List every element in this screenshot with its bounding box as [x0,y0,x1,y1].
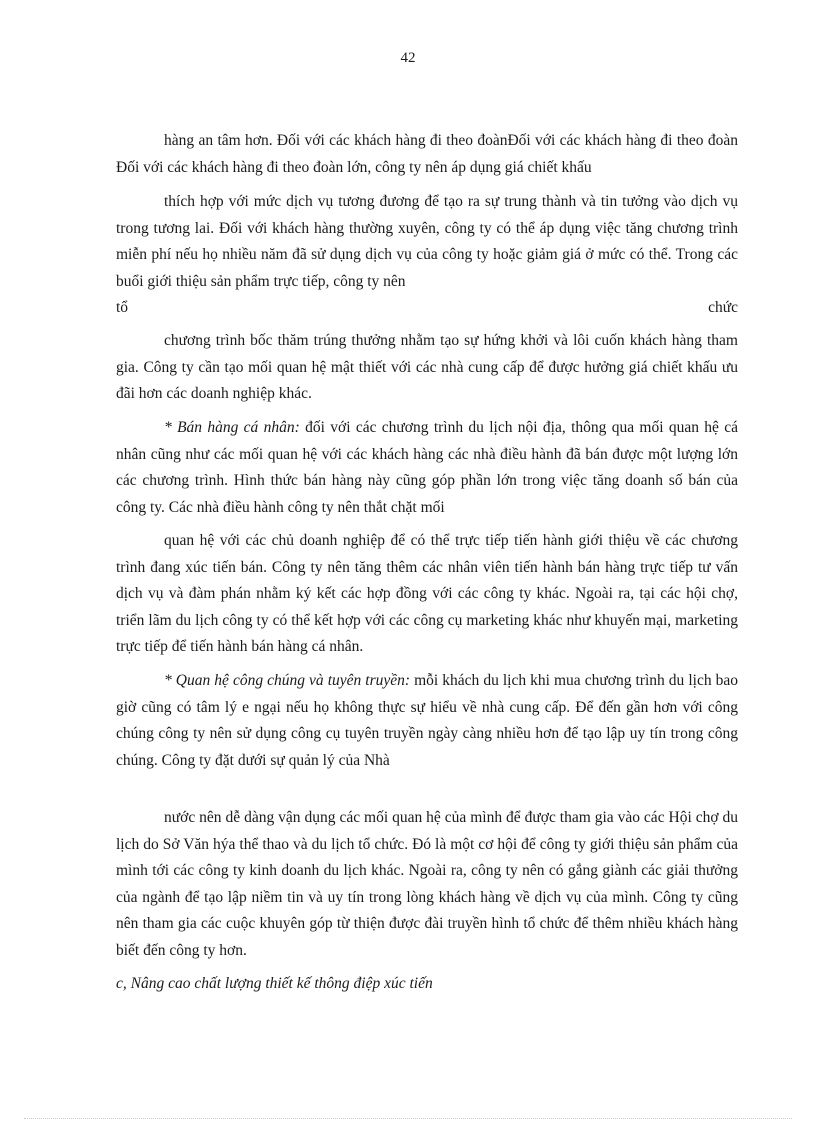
paragraph-1: hàng an tâm hơn. Đối với các khách hàng đi theo đoànĐối với các khách hàng đi theo đoàn Đối với các khách hàng đi theo đoàn lớn, công ty nên áp dụng giá chiết khấu [116,132,738,176]
page-number: 42 [400,50,416,66]
section-heading: c, Nâng cao chất lượng thiết kế thông điệp xúc tiến [116,975,433,992]
public-relations-text: mỗi khách du lịch khi mua chương trình du lịch bao giờ cũng có tâm lý e ngại nếu họ không thực sự hiểu về nhà cung cấp. Để đến gần hơn với công chúng công ty nên sử dụng công cụ tuyên truyền ngày càng nhiều hơn để tạo lập uy tín trong công chúng. Công ty đặt dưới sự quản lý của Nhà [116,672,738,769]
paragraph-group-2 [116,189,738,322]
paragraph-group-6 [116,668,738,774]
paragraph-7: nước nên dễ dàng vận dụng các mối quan hệ của mình để được tham gia vào các Hội chợ du lịch do Sở Văn hýa thể thao và du lịch tổ chức. Đó là một cơ hội để công ty giới thiệu sản phẩm của mình tới các công ty kinh doanh du lịch khác. Ngoài ra, công ty nên có gắng giành các giải thưởng của ngành để tạo lập niềm tin và uy tín trong lòng khách hàng về dịch vụ của mình. Công ty cũng nên tham gia các cuộc khuyên góp từ thiện được đài truyền hình tổ chức để thêm nhiều khách hàng biết đến công ty hơn. [116,809,738,959]
personal-selling-label: * Bán hàng cá nhân: [164,419,300,436]
paragraph-2-tail-right: chức [708,299,738,316]
paragraph-public-relations [116,668,738,774]
personal-selling-text: đối với các chương trình du lịch nội địa, thông qua mối quan hệ cá nhân cũng như các mối quan hệ với các khách hàng các nhà điều hành đã bán được một lượng lớn các chương trình. Hình thức bán hàng này cũng góp phần lớn trong việc tăng doanh số bán của công ty. Các nhà điều hành công ty nên thắt chặt mối [116,419,738,516]
paragraph-2-tail-left: tổ [116,299,129,316]
paragraph-group-5 [116,528,738,661]
paragraph-2-tail [116,295,738,322]
public-relations-label: * Quan hệ công chúng và tuyên truyền: [164,672,411,689]
paragraph-5: quan hệ với các chủ doanh nghiệp để có thể trực tiếp tiến hành giới thiệu về các chương trình đang xúc tiến bán. Công ty nên tăng thêm các nhân viên tiến hành bán hàng trực tiếp tư vấn dịch vụ và đàm phán nhằm ký kết các hợp đồng với các công ty khác. Ngoài ra, tại các hội chợ, triển lãm du lịch công ty có thể kết hợp với các công cụ marketing khác như khuyến mại, marketing trực tiếp để tiến hành bán hàng cá nhân. [116,532,738,655]
paragraph-3: chương trình bốc thăm trúng thưởng nhằm tạo sự hứng khởi và lôi cuốn khách hàng tham gia. Công ty cần tạo mối quan hệ mật thiết với các nhà cung cấp để được hưởng giá chiết khấu ưu đãi hơn các doanh nghiệp khác. [116,332,738,402]
section-heading-block [116,971,738,998]
page-bottom-divider [24,1118,792,1119]
paragraph-group-4 [116,415,738,521]
paragraph-group-3 [116,328,738,408]
paragraph-group-1 [116,128,738,181]
paragraph-2: thích hợp với mức dịch vụ tương đương để tạo ra sự trung thành và tin tưởng vào dịch vụ trong tương lai. Đối với khách hàng thường xuyên, công ty có thể áp dụng việc tăng chương trình miễn phí nếu họ nhiều năm đã sử dụng dịch vụ của công ty hoặc giảm giá ở mức có thể. Trong các buổi giới thiệu sản phẩm trực tiếp, công ty nên [116,193,738,290]
paragraph-group-7 [116,805,738,964]
paragraph-personal-selling [116,415,738,521]
